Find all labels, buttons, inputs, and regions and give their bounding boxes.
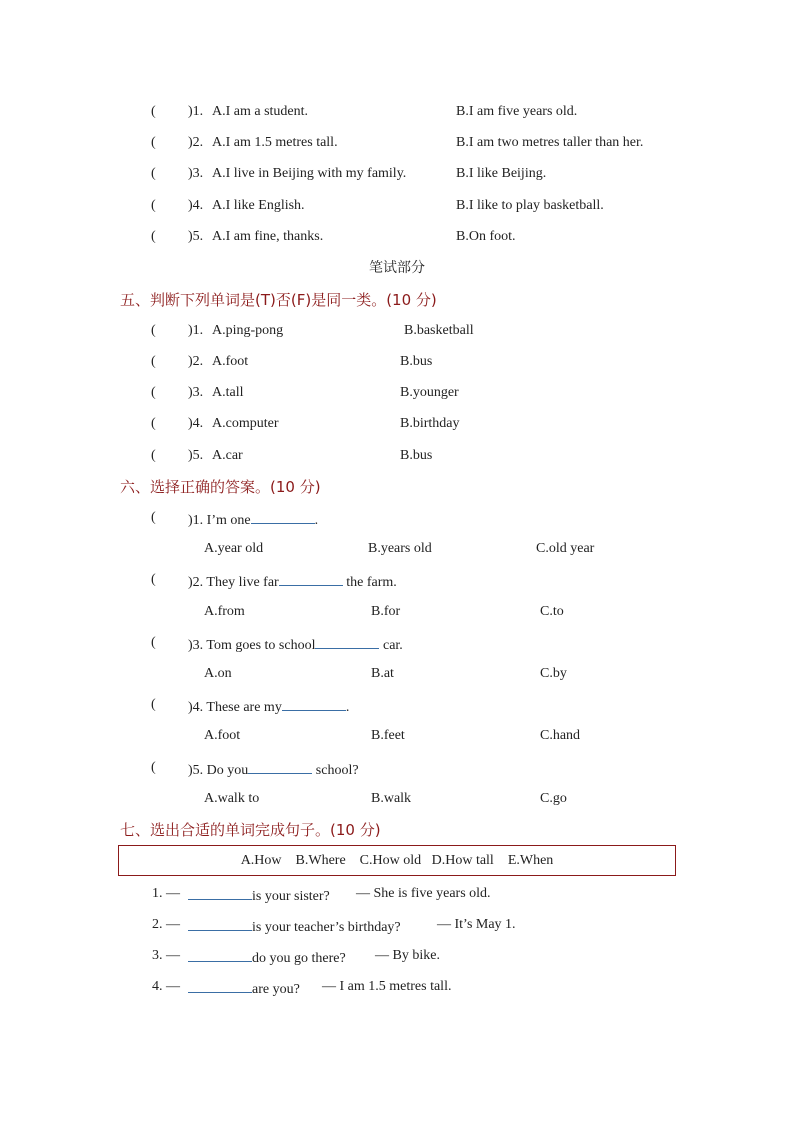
option-b: B.feet — [371, 728, 405, 743]
question-tail: the farm. — [342, 575, 397, 590]
item-number: )4. — [188, 416, 204, 431]
option-a: A.on — [204, 666, 232, 681]
item-number: )5. — [188, 229, 204, 244]
option-b: B.basketball — [404, 323, 474, 338]
answer-paren[interactable]: ( — [151, 760, 156, 775]
answer-paren[interactable]: ( — [151, 385, 156, 400]
item-number: )2. — [188, 354, 204, 369]
answer-paren[interactable]: ( — [151, 135, 156, 150]
option-a: A.I am 1.5 metres tall. — [212, 135, 338, 150]
option-b: B.I am two metres taller than her. — [456, 135, 644, 150]
item-number: )1. — [188, 104, 204, 119]
option-b: B.bus — [400, 354, 433, 369]
item-number: )4. — [188, 198, 204, 213]
item-number: )2. — [188, 135, 204, 150]
question-tail: school? — [312, 763, 359, 778]
answer-paren[interactable]: ( — [151, 510, 156, 525]
item-number: )1. — [188, 323, 204, 338]
section-7-title: 七、选出合适的单词完成句子。(10 分) — [120, 821, 381, 839]
answer-blank[interactable] — [315, 634, 379, 649]
option-c: C.go — [540, 791, 567, 806]
question-stem: is your sister? — [252, 889, 330, 904]
option-b: B.birthday — [400, 416, 460, 431]
option-c: C.old year — [536, 541, 595, 556]
answer-paren[interactable]: ( — [151, 697, 156, 712]
option-c: C.to — [540, 604, 564, 619]
answer-text: — I am 1.5 metres tall. — [322, 979, 452, 994]
question-text — [188, 696, 349, 717]
answer-paren[interactable]: ( — [151, 323, 156, 338]
written-part-title: 笔试部分 — [369, 260, 425, 276]
option-b: B.I like Beijing. — [456, 166, 547, 181]
answer-paren[interactable]: ( — [151, 635, 156, 650]
option-a: A.ping-pong — [212, 323, 284, 338]
option-b: B.I like to play basketball. — [456, 198, 604, 213]
option-c: C.by — [540, 666, 567, 681]
question-text — [188, 885, 330, 906]
question-stem: are you? — [252, 982, 300, 997]
option-a: A.foot — [212, 354, 249, 369]
option-b: B.for — [371, 604, 401, 619]
word-bank-box — [118, 845, 676, 876]
question-tail: . — [314, 513, 319, 528]
option-a: A.from — [204, 604, 245, 619]
question-stem: )5. Do you — [188, 763, 249, 778]
question-stem: )3. Tom goes to school — [188, 638, 316, 653]
question-text — [188, 571, 397, 592]
question-text — [188, 634, 403, 655]
option-a: A.I am fine, thanks. — [212, 229, 324, 244]
answer-paren[interactable]: ( — [151, 416, 156, 431]
question-text — [188, 509, 318, 530]
question-text — [188, 978, 300, 999]
answer-blank[interactable] — [248, 759, 312, 774]
question-stem: is your teacher’s birthday? — [252, 920, 401, 935]
answer-text: — By bike. — [375, 948, 440, 963]
answer-paren[interactable]: ( — [151, 104, 156, 119]
option-b: B.years old — [368, 541, 432, 556]
option-a: A.computer — [212, 416, 279, 431]
item-number: )3. — [188, 385, 204, 400]
answer-blank[interactable] — [188, 916, 252, 931]
answer-paren[interactable]: ( — [151, 166, 156, 181]
answer-blank[interactable] — [279, 571, 343, 586]
item-number: 3. — — [152, 948, 180, 963]
answer-paren[interactable]: ( — [151, 448, 156, 463]
option-a: A.I like English. — [212, 198, 305, 213]
option-b: B.walk — [371, 791, 412, 806]
item-number: )5. — [188, 448, 204, 463]
option-b: B.I am five years old. — [456, 104, 578, 119]
item-number: 4. — — [152, 979, 180, 994]
question-tail: car. — [379, 638, 403, 653]
answer-blank[interactable] — [188, 885, 252, 900]
option-a: A.car — [212, 448, 243, 463]
item-number: )3. — [188, 166, 204, 181]
option-a: A.tall — [212, 385, 244, 400]
option-a: A.walk to — [204, 791, 260, 806]
question-text — [188, 759, 359, 780]
option-b: B.younger — [400, 385, 459, 400]
option-a: A.I live in Beijing with my family. — [212, 166, 407, 181]
answer-blank[interactable] — [251, 509, 315, 524]
question-stem: do you go there? — [252, 951, 346, 966]
option-a: A.foot — [204, 728, 241, 743]
answer-paren[interactable]: ( — [151, 572, 156, 587]
question-text — [188, 947, 346, 968]
option-a: A.I am a student. — [212, 104, 309, 119]
option-b: B.at — [371, 666, 394, 681]
answer-blank[interactable] — [188, 978, 252, 993]
section-5-title: 五、判断下列单词是(T)否(F)是同一类。(10 分) — [120, 291, 437, 309]
item-number: 1. — — [152, 886, 180, 901]
option-a: A.year old — [204, 541, 264, 556]
answer-blank[interactable] — [282, 696, 346, 711]
answer-paren[interactable]: ( — [151, 229, 156, 244]
answer-paren[interactable]: ( — [151, 198, 156, 213]
answer-text: — It’s May 1. — [437, 917, 516, 932]
option-b: B.bus — [400, 448, 433, 463]
question-stem: )4. These are my — [188, 700, 282, 715]
question-stem: )2. They live far — [188, 575, 279, 590]
question-tail: . — [345, 700, 350, 715]
question-text — [188, 916, 401, 937]
option-b: B.On foot. — [456, 229, 516, 244]
word-bank-options: A.How B.Where C.How old D.How tall E.When — [240, 853, 554, 868]
answer-blank[interactable] — [188, 947, 252, 962]
question-stem: )1. I’m one — [188, 513, 251, 528]
answer-text: — She is five years old. — [356, 886, 491, 901]
section-6-title: 六、选择正确的答案。(10 分) — [120, 478, 321, 496]
item-number: 2. — — [152, 917, 180, 932]
answer-paren[interactable]: ( — [151, 354, 156, 369]
option-c: C.hand — [540, 728, 581, 743]
